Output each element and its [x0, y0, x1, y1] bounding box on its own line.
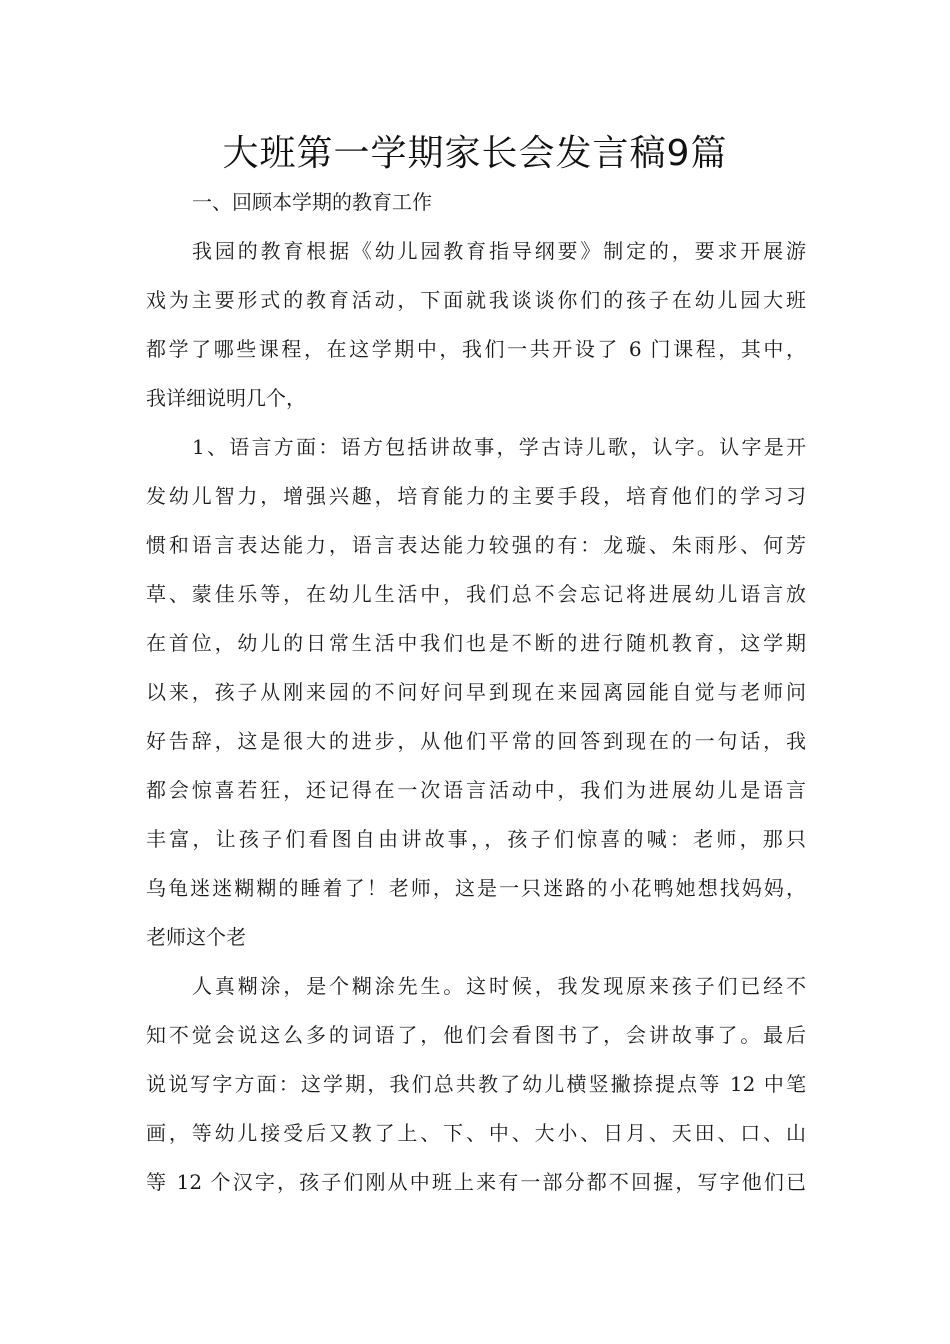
paragraph-1: [146, 227, 806, 423]
paragraph-2: [146, 423, 806, 962]
paragraph-3: [146, 962, 806, 1207]
text-line: 草、蒙佳乐等，在幼儿生活中，我们总不会忘记将进展幼儿语言放: [146, 582, 806, 606]
text-line: 说说写字方面：这学期，我们总共教了幼儿横竖撇捺提点等 12 中笔: [146, 1072, 806, 1096]
text-line: 丰富，让孩子们看图自由讲故事，，孩子们惊喜的喊：老师，那只: [146, 827, 806, 851]
text-line: 我详细说明几个，: [146, 386, 306, 410]
text-line: 惯和语言表达能力，语言表达能力较强的有：龙璇、朱雨彤、何芳: [146, 533, 806, 557]
text-line: 以来，孩子从刚来园的不问好问早到现在来园离园能自觉与老师问: [146, 680, 806, 704]
text-line: 老师这个老: [146, 925, 246, 949]
text-line: 1、语言方面：语方包括讲故事，学古诗儿歌，认字。认字是开: [192, 435, 806, 459]
document-body: [146, 178, 806, 1207]
text-line: 知不觉会说这么多的词语了，他们会看图书了，会讲故事了。最后: [146, 1023, 806, 1047]
text-line: 发幼儿智力，增强兴趣，培育能力的主要手段，培育他们的学习习: [146, 484, 806, 508]
text-line: 等 12 个汉字，孩子们刚从中班上来有一部分都不回握，写字他们已: [146, 1170, 806, 1194]
text-line: 戏为主要形式的教育活动，下面就我谈谈你们的孩子在幼儿园大班: [146, 288, 806, 312]
text-line: 画，等幼儿接受后又教了上、下、中、大小、日月、天田、口、山: [146, 1121, 806, 1145]
text-line: 好告辞，这是很大的进步，从他们平常的回答到现在的一句话，我: [146, 729, 806, 753]
text-line: 在首位，幼儿的日常生活中我们也是不断的进行随机教育，这学期: [146, 631, 806, 655]
page-title: 大班第一学期家长会发言稿9篇: [222, 133, 728, 174]
text-line: 乌龟迷迷糊糊的睡着了！老师，这是一只迷路的小花鸭她想找妈妈，: [146, 876, 806, 900]
text-line: 人真糊涂，是个糊涂先生。这时候，我发现原来孩子们已经不: [192, 974, 806, 998]
text-line: 都学了哪些课程，在这学期中，我们一共开设了 6 门课程，其中，: [146, 337, 806, 361]
text-line: 我园的教育根据《幼儿园教育指导纲要》制定的，要求开展游: [192, 239, 806, 263]
section-heading: 一、回顾本学期的教育工作: [192, 190, 432, 214]
text-line: 都会惊喜若狂，还记得在一次语言活动中，我们为进展幼儿是语言: [146, 778, 806, 802]
